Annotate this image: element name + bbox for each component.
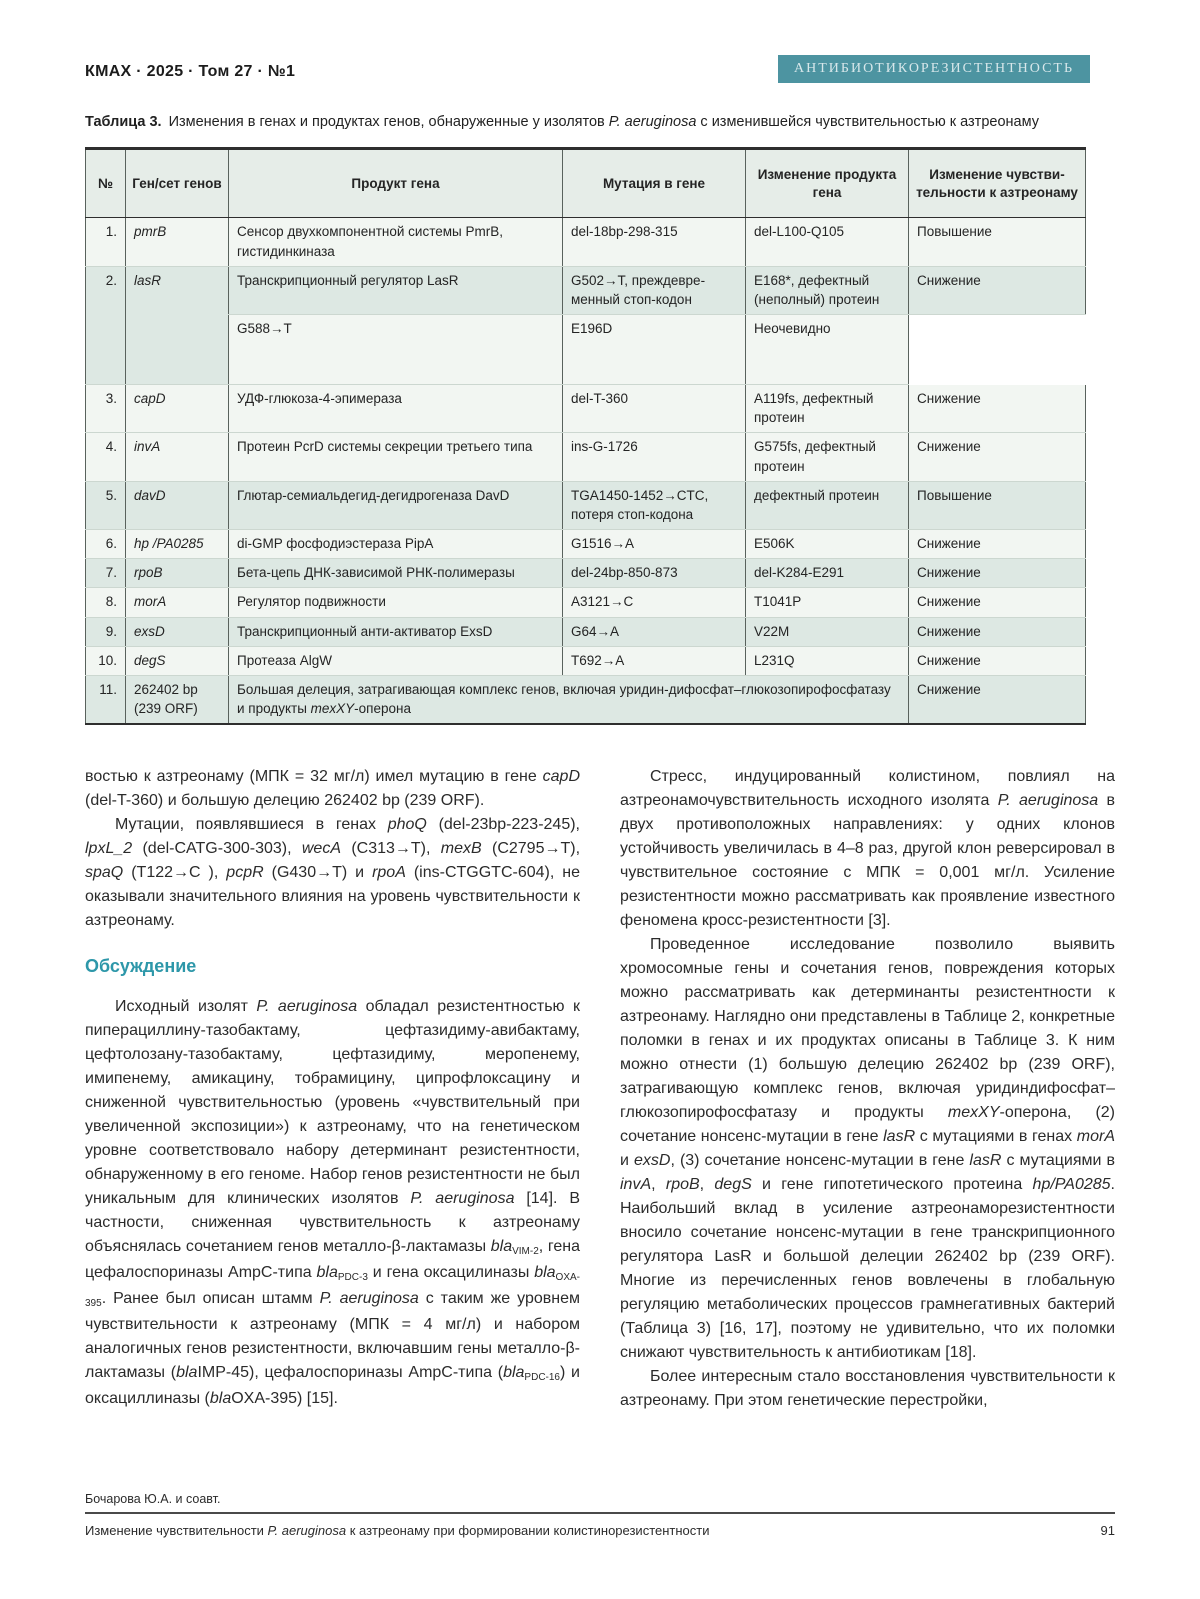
paragraph: востью к азтреонаму (МПК = 32 мг/л) имел мутацию в гене capD (del-T-360) и большую делецию 262402 bp (239 ORF). <box>85 768 580 810</box>
cell-number: 10. <box>86 646 126 675</box>
table-row <box>86 385 1086 433</box>
cell-product: Бета-цепь ДНК-зависимой РНК-полимеразы <box>229 559 563 588</box>
cell-number: 5. <box>86 481 126 529</box>
cell-product: Регулятор подвижности <box>229 588 563 617</box>
table-caption-label: Таблица 3. <box>85 114 162 130</box>
table-caption-text: Изменения в генах и продуктах генов, обнаруженные у изолятов P. aeruginosa с изменившейся чувствительностью к азтреонаму <box>168 114 1039 130</box>
footer-running-row <box>85 1523 1115 1538</box>
cell-gene: lasR <box>126 266 229 384</box>
footer-divider <box>85 1512 1115 1514</box>
table-row <box>86 481 1086 529</box>
cell-product-change: del-K284-E291 <box>746 559 909 588</box>
column-header-product-change: Изменение продукта гена <box>746 149 909 218</box>
cell-product-change: V22M <box>746 617 909 646</box>
table-row <box>86 218 1086 266</box>
cell-gene: invA <box>126 433 229 481</box>
table-row <box>86 588 1086 617</box>
cell-sensitivity: Снижение <box>909 266 1086 314</box>
table-caption <box>85 111 1115 133</box>
cell-product: di-GMP фосфодиэстераза PipA <box>229 530 563 559</box>
table-row <box>86 433 1086 481</box>
cell-product-change: G575fs, дефектный протеин <box>746 433 909 481</box>
column-header-sensitivity-change: Изменение чувствительности к азтреонаму <box>909 149 1086 218</box>
cell-mutation: G64→A <box>563 617 746 646</box>
cell-mutation: G502→T, преждевременный стоп-кодон <box>563 266 746 314</box>
cell-product-change: del-L100-Q105 <box>746 218 909 266</box>
paragraph: Стресс, индуцированный колистином, повлиял на азтреонамочувствительность исходного изолята P. aeruginosa в двух противоположных направлениях: у одних клонов устойчивость увеличилась в 4–8 раз, другой клон реверсировал в чувствительное состояние с МПК = 0,001 мг/л. Усиление резистентности можно рассматривать как проявление известного феномена кросс-резистентности [3]. <box>620 768 1115 930</box>
cell-mutation: del-24bp-850-873 <box>563 559 746 588</box>
discussion-heading: Обсуждение <box>85 956 197 977</box>
table-row <box>86 617 1086 646</box>
table-body <box>86 218 1086 724</box>
cell-mutation: ins-G-1726 <box>563 433 746 481</box>
cell-number: 7. <box>86 559 126 588</box>
cell-mutation: G588→T <box>229 315 563 385</box>
cell-product-change: L231Q <box>746 646 909 675</box>
cell-gene: capD <box>126 385 229 433</box>
page-header <box>85 55 1115 83</box>
cell-mutation: TGA1450-1452→CTC, потеря стоп-кодона <box>563 481 746 529</box>
cell-number: 3. <box>86 385 126 433</box>
cell-mutation: T692→A <box>563 646 746 675</box>
cell-product: УДФ-глюкоза-4-эпимераза <box>229 385 563 433</box>
column-header-product: Продукт гена <box>229 149 563 218</box>
running-title: Изменение чувствительности P. aeruginosa к азтреонаму при формировании колистинорезистентности <box>85 1523 710 1538</box>
cell-mutation: del-T-360 <box>563 385 746 433</box>
cell-mutation: A3121→C <box>563 588 746 617</box>
cell-number: 4. <box>86 433 126 481</box>
cell-mutation: del-18bp-298-315 <box>563 218 746 266</box>
cell-gene: davD <box>126 481 229 529</box>
table-row <box>86 675 1086 724</box>
cell-gene: 262402 bp (239 ORF) <box>126 675 229 724</box>
cell-sensitivity: Снижение <box>909 559 1086 588</box>
cell-number: 11. <box>86 675 126 724</box>
section-badge: АНТИБИОТИКОРЕЗИСТЕНТНОСТЬ <box>778 55 1090 83</box>
cell-sensitivity: Неочевидно <box>746 315 909 385</box>
paragraph: Более интересным стало восстановления чувствительности к азтреонаму. При этом генетические перестройки, <box>620 1368 1115 1410</box>
paragraph: Проведенное исследование позволило выявить хромосомные гены и сочетания генов, повреждения которых можно рассматривать как детерминанты резистентности к азтреонаму. Наглядно они представлены в Таблице 2, конкретные поломки в генах и их продуктах описаны в Таблице 3. К ним можно отнести (1) большую делецию 262402 bp (239 ORF), затрагивающую комплекс генов, включая уридиндифосфат–глюкозопирофосфатазу и продукты mexXY-оперона, (2) сочетание нонсенс-мутации в гене lasR с мутациями в генах morA и exsD, (3) сочетание нонсенс-мутации в гене lasR с мутациями в invA, rpoB, degS и гене гипотетического протеина hp/PA0285. Наибольший вклад в усиление азтреонаморезистентности вносило сочетание нонсенс-мутации в гене транскрипционного регулятора LasR и большой делеции 262402 bp (239 ORF). Многие из перечисленных генов вовлечены в глобальную регуляцию метаболических процессов грамнегативных бактерий (Таблица 3) [16, 17], поэтому не удивительно, что их поломки снижают чувствительность к антибиотикам [18]. <box>620 936 1116 1362</box>
cell-sensitivity: Снижение <box>909 646 1086 675</box>
cell-product-change: дефектный протеин <box>746 481 909 529</box>
gene-changes-table <box>85 147 1086 725</box>
cell-sensitivity: Повышение <box>909 481 1086 529</box>
table-row <box>86 559 1086 588</box>
table-row <box>86 530 1086 559</box>
cell-sensitivity: Снижение <box>909 675 1086 724</box>
cell-merged-description: Большая делеция, затрагивающая комплекс генов, включая уридин-дифосфат–глюкозопирофосфатазу и продукты mexXY-оперона <box>229 675 909 724</box>
paragraph: Мутации, появлявшиеся в генах phoQ (del-23bp-223-245), lpxL_2 (del-CATG-300-303), wecA (C313→T), mexB (C2795→T), spaQ (T122→C ), pcpR (G430→T) и rpoA (ins-CTGGTC-604), не оказывали значительного влияния на уровень чувствительности к азтреонаму. <box>85 816 581 930</box>
cell-product-change: T1041P <box>746 588 909 617</box>
column-header-mutation: Мутация в гене <box>563 149 746 218</box>
page-footer <box>85 1492 1115 1538</box>
cell-number: 8. <box>86 588 126 617</box>
cell-gene: morA <box>126 588 229 617</box>
cell-product: Транскрипционный регулятор LasR <box>229 266 563 314</box>
cell-product: Протеин PcrD системы секреции третьего типа <box>229 433 563 481</box>
column-header-num: № <box>86 149 126 218</box>
cell-product-change: E196D <box>563 315 746 385</box>
cell-gene: rpoB <box>126 559 229 588</box>
cell-gene: exsD <box>126 617 229 646</box>
left-column <box>85 765 580 1413</box>
cell-gene: pmrB <box>126 218 229 266</box>
journal-ref: КМАХ · 2025 · Том 27 · №1 <box>85 63 296 80</box>
cell-gene: hp /PA0285 <box>126 530 229 559</box>
right-column <box>620 765 1115 1413</box>
cell-product: Глютар-семиальдегид-дегидрогеназа DavD <box>229 481 563 529</box>
cell-number: 6. <box>86 530 126 559</box>
footer-author: Бочарова Ю.А. и соавт. <box>85 1492 221 1506</box>
cell-sensitivity: Повышение <box>909 218 1086 266</box>
table-subrow <box>86 315 1086 385</box>
cell-number: 1. <box>86 218 126 266</box>
cell-mutation: G1516→A <box>563 530 746 559</box>
cell-number: 2. <box>86 266 126 384</box>
article-body <box>85 765 1115 1413</box>
table-row <box>86 266 1086 314</box>
cell-sensitivity: Снижение <box>909 385 1086 433</box>
cell-number: 9. <box>86 617 126 646</box>
page-number: 91 <box>1100 1523 1115 1538</box>
cell-sensitivity: Снижение <box>909 530 1086 559</box>
cell-product: Транскрипционный анти-активатор ExsD <box>229 617 563 646</box>
cell-product: Протеаза AlgW <box>229 646 563 675</box>
cell-product-change: A119fs, дефектный протеин <box>746 385 909 433</box>
cell-product-change: E168*, дефектный (неполный) протеин <box>746 266 909 314</box>
column-header-gene: Ген/сет генов <box>126 149 229 218</box>
cell-sensitivity: Снижение <box>909 617 1086 646</box>
table-row <box>86 646 1086 675</box>
paragraph: Исходный изолят P. aeruginosa обладал резистентностью к пиперациллину-тазобактаму, цефтазидиму-авибактаму, цефтолозану-тазобактаму, цефтазидиму, меропенему, имипенему, амикацину, тобрамицину, ципрофлоксацину и сниженной чувствительностью (уровень «чувствительный при увеличенной экспозиции») к азтреонаму, что на генетическом уровне соответствовало набору детерминант резистентности, обнаруженному в его геноме. Набор генов резистентности не был уникальным для клинических изолятов P. aeruginosa [14]. В частности, сниженная чувствительность к азтреонаму объяснялась сочетанием генов металло-β-лактамазы blaVIM-2, гена цефалоспориназы AmpC-типа blaPDC-3 и гена оксацилиназы blaOXA-395. Ранее был описан штамм P. aeruginosa с таким же уровнем чувствительности к азтреонаму (МПК = 4 мг/л) и набором аналогичных генов резистентности, включавшим гены металло-β-лактамазы (blaIMP-45), цефалоспориназы AmpC-типа (blaPDC-16) и оксациллиназы (blaOXA-395) [15]. <box>85 997 581 1407</box>
cell-sensitivity: Снижение <box>909 433 1086 481</box>
cell-sensitivity: Снижение <box>909 588 1086 617</box>
cell-product: Сенсор двухкомпонентной системы PmrB, гистидинкиназа <box>229 218 563 266</box>
table-header-row <box>86 149 1086 218</box>
table-header <box>86 149 1086 218</box>
cell-product-change: E506K <box>746 530 909 559</box>
cell-gene: degS <box>126 646 229 675</box>
